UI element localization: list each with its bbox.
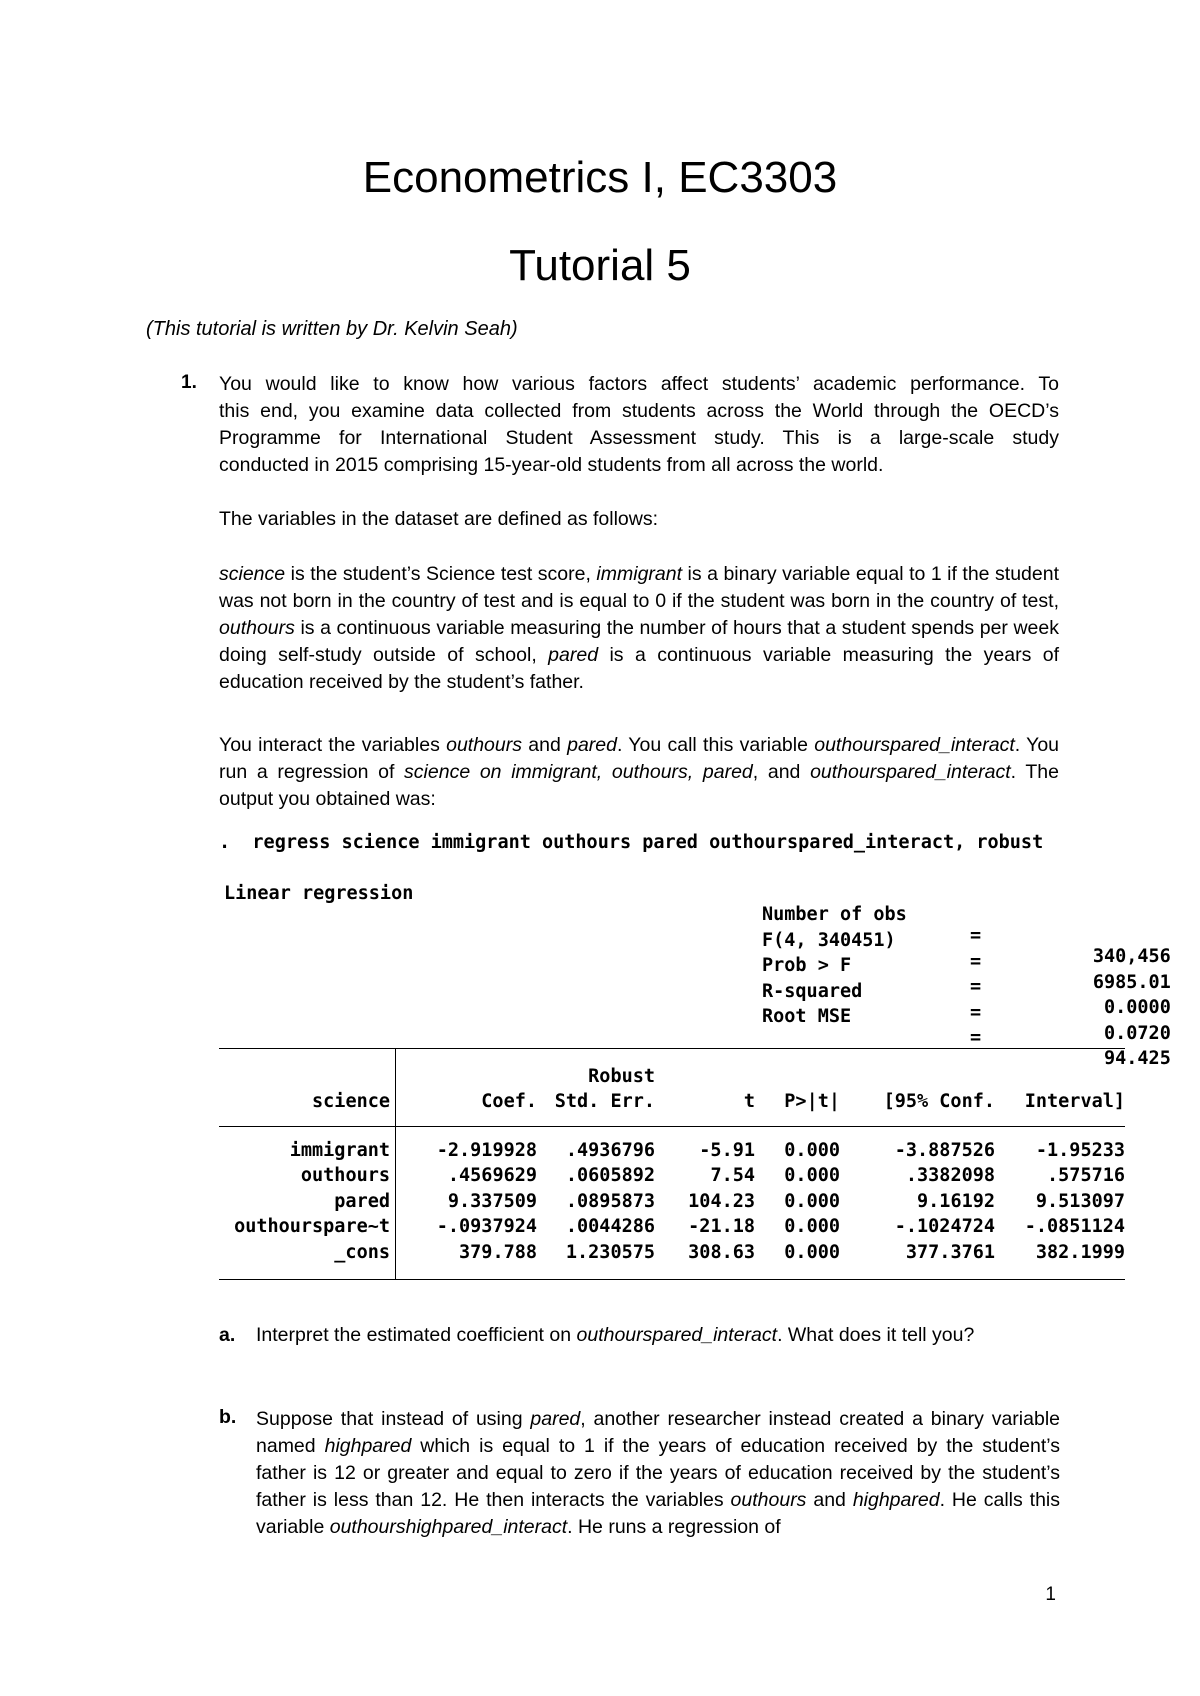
page-number: 1 <box>1045 1584 1056 1605</box>
table-cell: .0895873 <box>565 1191 655 1212</box>
table-cell: 379.788 <box>459 1242 537 1263</box>
subquestion-a-text <box>256 1324 974 1347</box>
table-cell: -1.95233 <box>1035 1140 1125 1161</box>
stat-label: Root MSE <box>762 1006 852 1027</box>
table-cell: immigrant <box>289 1140 390 1161</box>
stat-label: Prob > F <box>762 955 852 976</box>
table-header: science <box>312 1091 390 1112</box>
table-cell: -21.18 <box>688 1216 755 1237</box>
def-text: is a continuous variable measuring the number of hours that a student spends per week doing self-study outside of school, <box>219 617 1059 666</box>
var-immigrant: immigrant <box>596 563 683 585</box>
model-stats <box>762 883 1171 1069</box>
def-text: is a binary variable equal to 1 if the student was not born in the country of test and is equal to 0 if the student was born in the country of test, <box>219 563 1059 612</box>
table-cell: -.1024724 <box>894 1216 995 1237</box>
subquestion-a-label: a. <box>219 1324 236 1346</box>
definitions-intro: The variables in the dataset are defined as follows: <box>219 508 659 530</box>
var-name: outhourspared_interact <box>810 761 1011 783</box>
text: , another researcher instead created a binary variable named <box>256 1408 1060 1457</box>
text: . He runs a regression of <box>567 1516 781 1538</box>
text: . What does it tell you? <box>777 1324 975 1346</box>
subquestion-b-label: b. <box>219 1406 237 1428</box>
table-cell: outhours <box>300 1165 390 1186</box>
stat-equals: = <box>970 925 982 946</box>
stat-equals: = <box>970 950 982 972</box>
var-name: science on immigrant, outhours, pared <box>404 761 753 783</box>
table-cell: _cons <box>334 1242 390 1263</box>
subquestion-b-text <box>256 1406 1060 1541</box>
stat-value: 6985.01 <box>1092 971 1171 993</box>
table-cell: pared <box>334 1191 390 1212</box>
table-header: Std. Err. <box>554 1091 655 1112</box>
text: . He calls this variable <box>256 1489 1061 1538</box>
table-cell: .4936796 <box>565 1140 655 1161</box>
text: You interact the variables <box>219 734 447 756</box>
regression-table <box>219 1048 1125 1280</box>
table-header: P>|t| <box>784 1091 840 1112</box>
table-cell: 377.3761 <box>905 1242 995 1263</box>
text: Suppose that instead of using <box>256 1408 531 1430</box>
var-name: outhourspared_interact <box>576 1324 778 1346</box>
table-cell: 0.000 <box>784 1140 840 1161</box>
table-divider <box>395 1048 396 1280</box>
variable-definitions <box>219 561 1059 696</box>
question-number: 1. <box>181 372 197 393</box>
tutorial-title: Tutorial 5 <box>509 241 691 290</box>
intro-line: You would like to know how various factors affect students’ academic performance. To <box>219 373 1059 395</box>
stat-label: F(4, 340451) <box>762 929 896 951</box>
stat-equals: = <box>970 1027 982 1048</box>
stat-value: 0.0720 <box>1104 1022 1171 1044</box>
text: which is equal to 1 if the years of education received by the student’s father is 12 or greater and equal to zero if the years of education received by the student’s father is less than 12. He then interacts the variables <box>256 1435 1060 1511</box>
table-cell: 308.63 <box>688 1242 755 1263</box>
var-name: pared <box>530 1408 581 1430</box>
table-cell: 9.513097 <box>1035 1191 1125 1212</box>
var-name: outhourshighpared_interact <box>329 1516 568 1538</box>
table-cell: 0.000 <box>784 1165 840 1186</box>
table-rule <box>219 1048 1125 1049</box>
stat-equals: = <box>970 1001 982 1023</box>
table-cell: 7.54 <box>710 1165 755 1186</box>
def-text: is a continuous variable measuring the years of education received by the student’s father. <box>219 644 1059 693</box>
table-header: [95% Conf. <box>883 1091 995 1112</box>
table-cell: 1.230575 <box>565 1242 655 1263</box>
var-name: outhourspared_interact <box>814 734 1015 756</box>
var-name: highpared <box>852 1489 940 1511</box>
var-name: outhours <box>446 734 522 756</box>
stat-label: Number of obs <box>762 904 907 925</box>
text: and <box>522 734 568 756</box>
table-cell: -2.919928 <box>436 1140 537 1161</box>
table-cell: .0605892 <box>565 1165 655 1186</box>
stat-label: R-squared <box>762 980 863 1002</box>
text: . You run a regression of <box>219 734 1060 783</box>
stat-equals: = <box>970 976 982 997</box>
stat-value: 340,456 <box>1092 946 1171 967</box>
table-cell: 382.1999 <box>1035 1242 1125 1263</box>
var-name: highpared <box>324 1435 412 1457</box>
table-cell: .0044286 <box>565 1216 655 1237</box>
var-pared: pared <box>548 644 599 666</box>
var-name: outhours <box>730 1489 807 1511</box>
question-intro <box>219 371 1059 479</box>
table-cell: -3.887526 <box>894 1140 995 1161</box>
table-cell: 0.000 <box>784 1242 840 1263</box>
var-science: science <box>219 563 286 585</box>
stat-value: 94.425 <box>1104 1048 1171 1069</box>
table-cell: .4569629 <box>447 1165 537 1186</box>
table-cell: outhourspare~t <box>234 1216 390 1237</box>
course-title: Econometrics I, EC3303 <box>362 153 838 202</box>
intro-line: Programme for International Student Assessment study. This is a large-scale study <box>219 427 1059 449</box>
text: . You call this variable <box>616 734 815 756</box>
text: . The output you obtained was: <box>219 761 1059 810</box>
table-header: t <box>743 1091 755 1112</box>
def-text: is the student’s Science test score, <box>285 563 597 585</box>
stata-command: . regress science immigrant outhours pared outhourspared_interact, robust <box>219 832 1044 853</box>
table-cell: .575716 <box>1047 1165 1125 1186</box>
stat-value: 0.0000 <box>1104 997 1171 1018</box>
table-cell: -.0937924 <box>436 1216 537 1237</box>
table-cell: 9.16192 <box>917 1191 995 1212</box>
table-cell: 9.337509 <box>447 1191 537 1212</box>
table-rule <box>219 1279 1125 1280</box>
text: and <box>806 1489 853 1511</box>
table-cell: -5.91 <box>699 1140 755 1161</box>
interaction-paragraph <box>219 732 1059 813</box>
table-cell: -.0851124 <box>1024 1216 1125 1237</box>
var-outhours: outhours <box>219 617 295 639</box>
text: , and <box>752 761 811 783</box>
table-cell: .3382098 <box>905 1165 995 1186</box>
table-cell: 0.000 <box>784 1216 840 1237</box>
table-header: Interval] <box>1024 1091 1125 1112</box>
table-cell: 0.000 <box>784 1191 840 1212</box>
table-header: Coef. <box>481 1091 537 1112</box>
header-robust: Robust <box>588 1066 655 1087</box>
text: Interpret the estimated coefficient on <box>256 1324 577 1346</box>
intro-line: this end, you examine data collected from students across the World through the OECD’s <box>219 400 1059 422</box>
table-cell: 104.23 <box>688 1191 755 1212</box>
var-name: pared <box>567 734 617 756</box>
intro-line: conducted in 2015 comprising 15-year-old students from all across the world. <box>219 454 884 476</box>
table-rule <box>219 1126 1125 1127</box>
author-note: (This tutorial is written by Dr. Kelvin Seah) <box>146 318 518 340</box>
model-type: Linear regression <box>224 883 414 904</box>
